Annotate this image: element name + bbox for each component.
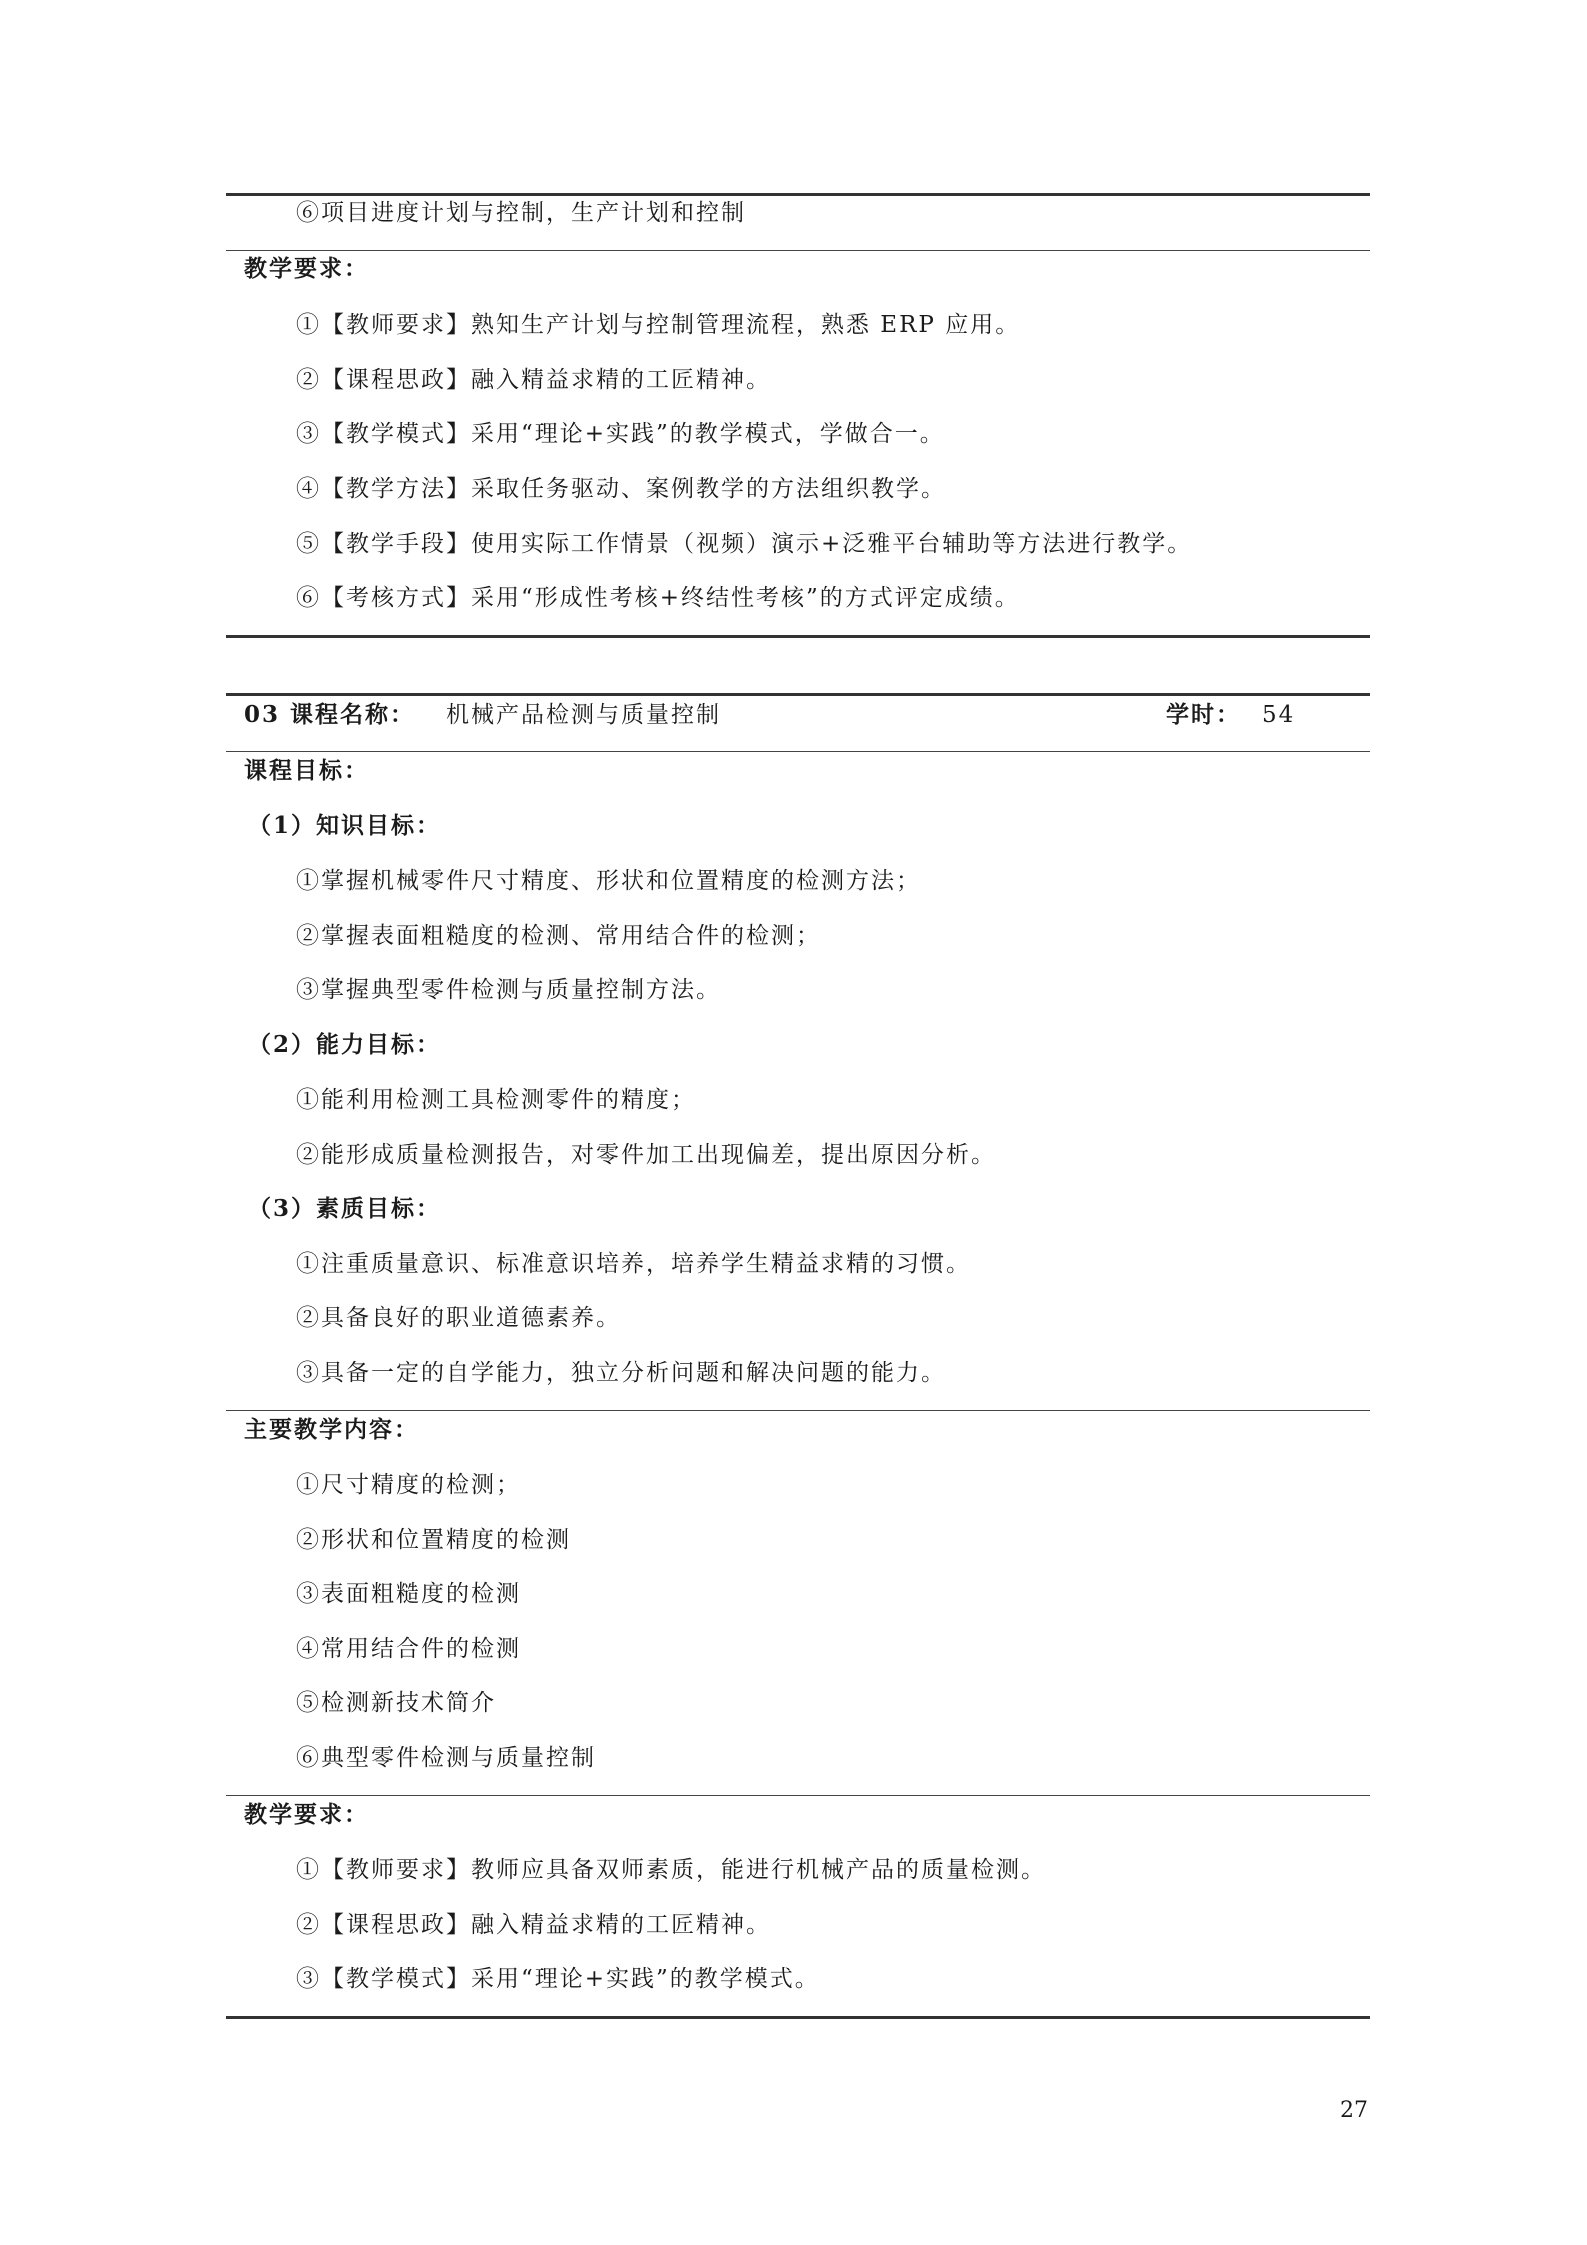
ability-item: ①能利用检测工具检测零件的精度； <box>296 1087 696 1113</box>
course-name: 机械产品检测与质量控制 <box>446 702 721 728</box>
requirement-item: ③【教学模式】采用“理论+实践”的教学模式，学做合一。 <box>296 421 945 447</box>
ability-title: （2）能力目标： <box>248 1031 442 1058</box>
knowledge-title: （1）知识目标： <box>248 812 442 839</box>
row-divider <box>226 1410 1370 1411</box>
knowledge-item: ③掌握典型零件检测与质量控制方法。 <box>296 977 721 1003</box>
row-divider <box>226 1795 1370 1796</box>
quality-item: ③具备一定的自学能力，独立分析问题和解决问题的能力。 <box>296 1360 946 1386</box>
requirement-item: ③【教学模式】采用“理论+实践”的教学模式。 <box>296 1966 820 1992</box>
content-item: ⑥典型零件检测与质量控制 <box>296 1745 596 1771</box>
requirements-title: 教学要求： <box>244 1801 369 1828</box>
quality-title: （3）素质目标： <box>248 1195 442 1222</box>
hours-value: 54 <box>1262 702 1296 728</box>
table-bottom-rule <box>226 2016 1370 2019</box>
requirement-item: ①【教师要求】熟知生产计划与控制管理流程，熟悉 ERP 应用。 <box>296 312 1021 338</box>
row-divider <box>226 751 1370 752</box>
table-top-rule <box>226 193 1370 196</box>
content-item: ①尺寸精度的检测； <box>296 1472 521 1498</box>
goals-title: 课程目标： <box>244 757 369 784</box>
requirement-item: ②【课程思政】融入精益求精的工匠精神。 <box>296 367 771 393</box>
content-item: ⑤检测新技术简介 <box>296 1690 496 1716</box>
table-bottom-rule <box>226 635 1370 638</box>
quality-item: ①注重质量意识、标准意识培养，培养学生精益求精的习惯。 <box>296 1251 971 1277</box>
course-header-row <box>244 700 1304 730</box>
knowledge-item: ①掌握机械零件尺寸精度、形状和位置精度的检测方法； <box>296 868 921 894</box>
requirements-title: 教学要求： <box>244 255 369 282</box>
content-item: ⑥项目进度计划与控制，生产计划和控制 <box>296 200 746 226</box>
course-label: 03 课程名称： <box>244 701 416 728</box>
knowledge-item: ②掌握表面粗糙度的检测、常用结合件的检测； <box>296 923 821 949</box>
content-item: ③表面粗糙度的检测 <box>296 1581 521 1607</box>
row-divider <box>226 250 1370 251</box>
requirement-item: ②【课程思政】融入精益求精的工匠精神。 <box>296 1912 771 1938</box>
table-top-rule <box>226 693 1370 696</box>
content-item: ④常用结合件的检测 <box>296 1636 521 1662</box>
page-number: 27 <box>1340 2098 1368 2123</box>
quality-item: ②具备良好的职业道德素养。 <box>296 1305 621 1331</box>
requirement-item: ⑥【考核方式】采用“形成性考核+终结性考核”的方式评定成绩。 <box>296 585 1020 611</box>
requirement-item: ①【教师要求】教师应具备双师素质，能进行机械产品的质量检测。 <box>296 1857 1046 1883</box>
ability-item: ②能形成质量检测报告，对零件加工出现偏差，提出原因分析。 <box>296 1142 996 1168</box>
requirement-item: ⑤【教学手段】使用实际工作情景（视频）演示+泛雅平台辅助等方法进行教学。 <box>296 531 1193 557</box>
content-title: 主要教学内容： <box>244 1416 419 1443</box>
content-item: ②形状和位置精度的检测 <box>296 1527 571 1553</box>
requirement-item: ④【教学方法】采取任务驱动、案例教学的方法组织教学。 <box>296 476 946 502</box>
hours-label: 学时： <box>1166 701 1241 728</box>
